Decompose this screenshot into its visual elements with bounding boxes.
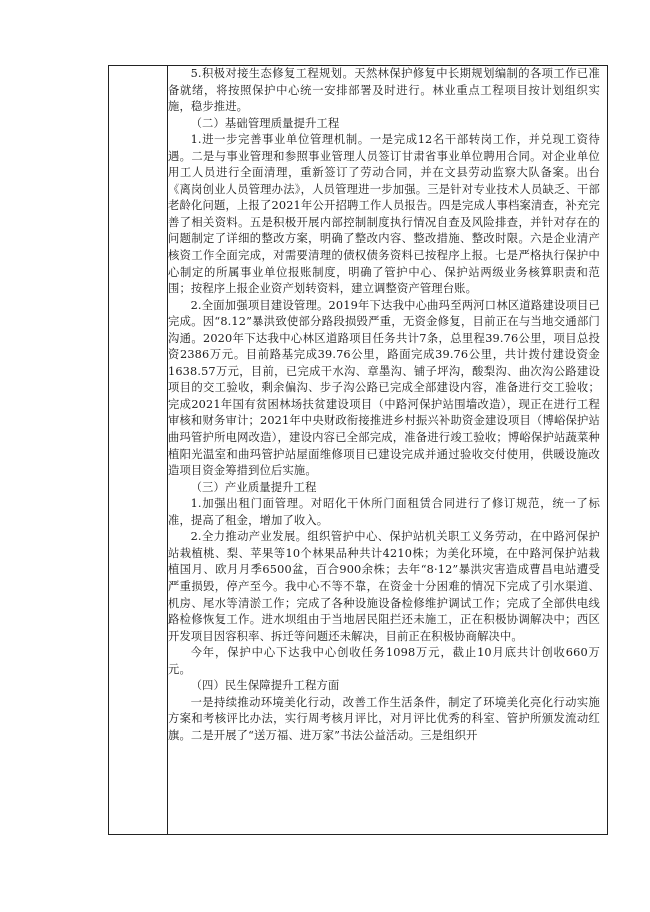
paragraph-ecological-restoration: 5.积极对接生态修复工程规划。天然林保护修复中长期规划编制的各项工作已准备就绪，将按照保护中心统一安排部署及时进行。林业重点工程项目按计划组织实施，稳步推进。 — [168, 67, 600, 114]
paragraph-rental-management: 1.加强出租门面管理。对昭化干休所门面租赁合同进行了修订规范，统一了标准，提高了租金，增加了收入。 — [168, 497, 600, 527]
document-body — [168, 66, 600, 744]
paragraph-environment: 一是持续推动环境美化行动，改善工作生活条件，制定了环境美化亮化行动实施方案和考核评比办法，实行周考核月评比，对月评比优秀的科室、管护所颁发流动红旗。二是开展了“送万福、进万家”书法公益活动。三是组织开 — [168, 695, 600, 742]
section-heading-industry-quality: （三）产业质量提升工程 — [190, 480, 317, 494]
paragraph-project-construction: 2.全面加强项目建设管理。2019年下达我中心曲玛至两河口林区道路建设项目已完成。因“8.12”暴洪致使部分路段损毁严重，无资金修复，目前正在与当地交通部门沟通。2020年下达我中心林区道路项目任务共计7条，总里程39.76公里，项目总投资2386万元。目前路基完成39.76公里，路面完成39.76公里，共计拨付建设资金1638.57万元，目前，已完成干水沟、章墨沟、铺子坪沟，酸梨沟、曲次沟公路建设项目的交工验收，剩余偏沟、步子沟公路已完成全部建设内容，准备进行交工验收；完成2021年国有贫困林场扶贫建设项目（中路河保护站围墙改造），现正在进行工程审核和财务审计；2021年中央财政衔接推进乡村振兴补助资金建设项目（博峪保护站曲玛管护所电网改造），建设内容已全部完成，准备进行竣工验收；博峪保护站蔬菜种植阳光温室和曲玛管护站屋面维修项目已建设完成并通过验收交付使用，供暖设施改造项目资金筹措到位后实施。 — [168, 298, 600, 478]
section-heading-livelihood: （四）民生保障提升工程方面 — [190, 679, 340, 693]
paragraph-personnel-management: 1.进一步完善事业单位管理机制。一是完成12名干部转岗工作，并兑现工资待遇。二是与事业管理和参照事业管理人员签订甘肃省事业单位聘用合同。对企业单位用工人员进行全面清理，重新签订了劳动合同，并在文县劳动监察大队备案。出台《离岗创业人员管理办法》，人员管理进一步加强。三是针对专业技术人员缺乏、干部老龄化问题，上报了2021年公开招聘工作人员报告。四是完成人事档案清查，补充完善了相关资料。五是积极开展内部控制制度执行情况自查及风险排查，并针对存在的问题制定了详细的整改方案，明确了整改内容、整改措施、整改时限。六是企业清产核资工作全面完成，对需要清理的债权债务资料已按程序上报。七是严格执行保护中心制定的所属事业单位报账制度，明确了管护中心、保护站两级业务核算职责和范围；按程序上报企业资产划转资料，建立调整资产管理台账。 — [168, 133, 600, 296]
paragraph-revenue: 今年，保护中心下达我中心创收任务1098万元，截止10月底共计创收660万元。 — [168, 646, 600, 676]
paragraph-industry-development: 2.全力推动产业发展。组织管护中心、保护站机关职工义务劳动，在中路河保护站栽植桃、梨、苹果等10个林果品种共计4210株；为美化环境，在中路河保护站栽植国月、欧月月季6500盆，百合900余株；去年“8·12”暴洪灾害造成曹昌电站遭受严重损毁，停产至今。我中心不等不靠，在资金十分困难的情况下完成了引水渠道、机房、尾水等清淤工作；完成了各种设施设备检修维护调试工作；完成了全部供电线路检修恢复工作。进水坝组由于当地居民阻拦还未施工，正在积极协调解决中；西区开发项目因容积率、拆迁等问题还未解决，目前正在积极协商解决中。 — [168, 530, 600, 643]
section-heading-basic-management: （二）基础管理质量提升工程 — [190, 116, 340, 130]
